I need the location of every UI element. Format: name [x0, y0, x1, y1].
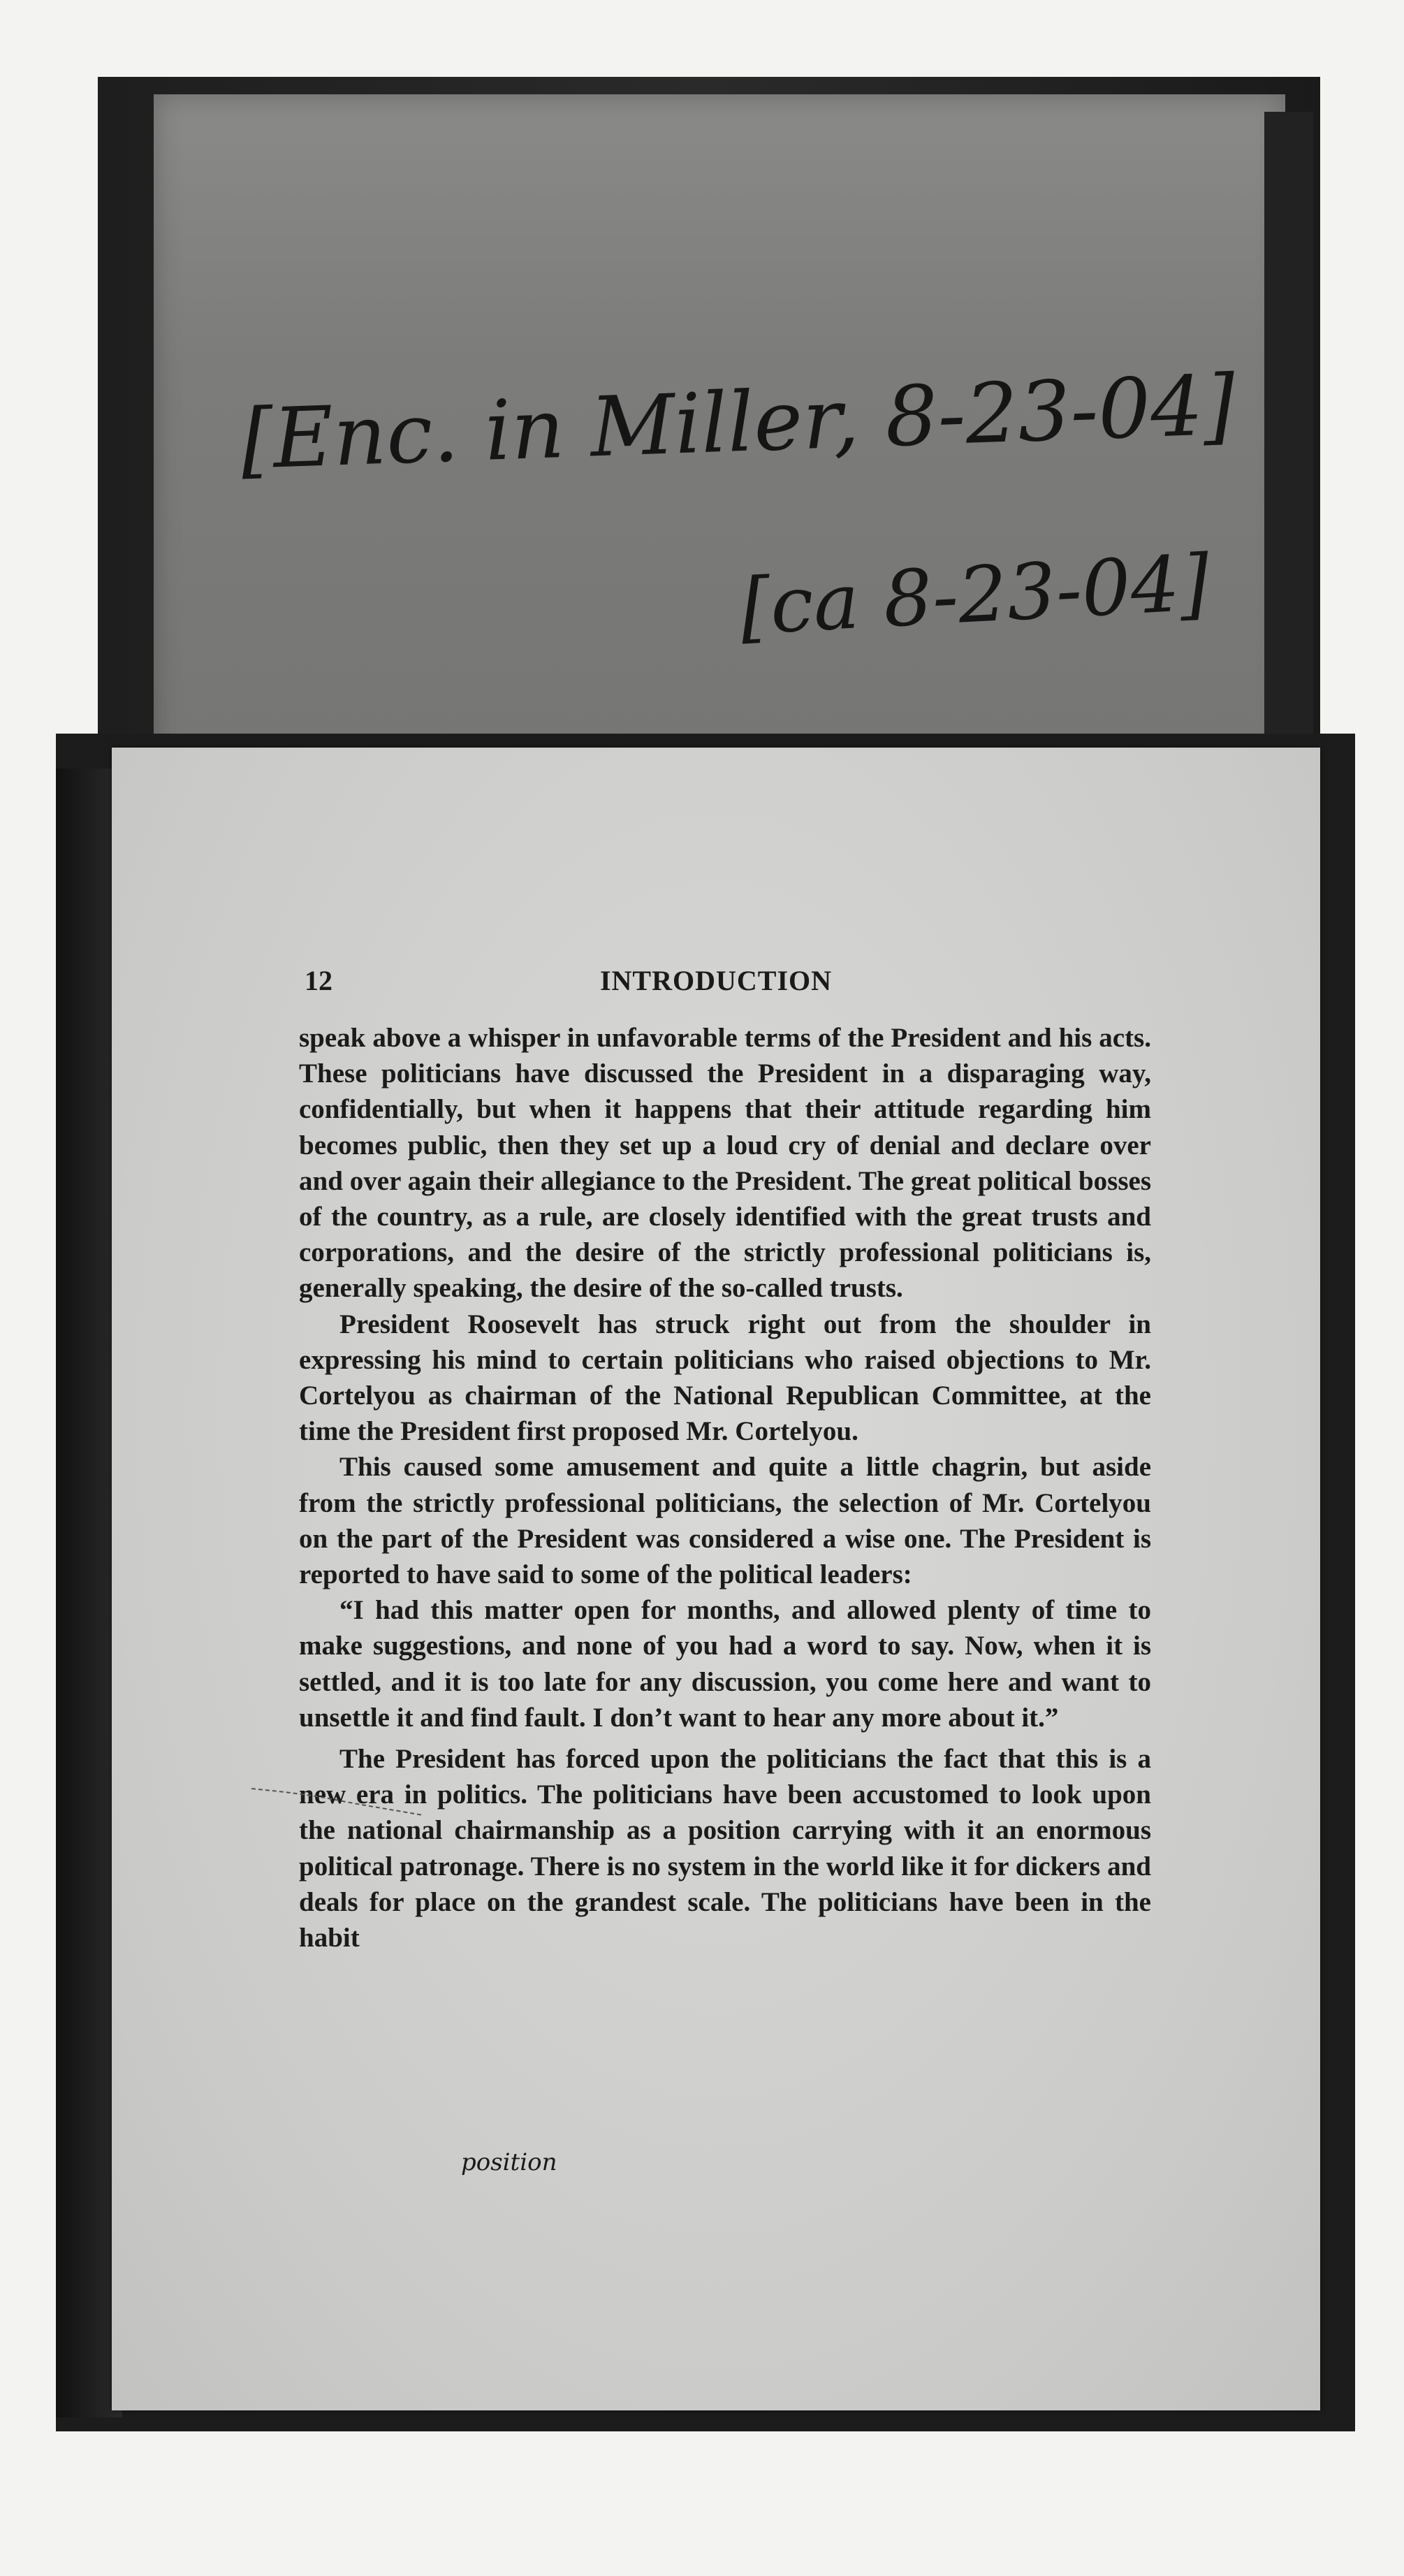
- handwritten-correction: position: [461, 2148, 557, 2176]
- paper-crack-mark: [251, 1782, 426, 1824]
- paragraph-5: The President has forced upon the politicians the fact that this is a new era in politics. The politicians have been accustomed to look upon the national chairmanship as a position carrying with it an enormous political patronage. There is no system in the world like it for dickers and deals for place on the grandest scale. The politicians have been in the habit: [299, 1744, 1151, 1953]
- paragraph-2: President Roosevelt has struck right out from the shoulder in expressing his mind to certain politicians who raised objections to Mr. Cortelyou as chairman of the National Republican Committee, at the time the President first proposed Mr. Cortelyou.: [299, 1309, 1151, 1447]
- paragraph-1: speak above a whisper in unfavorable terms of the President and his acts. These politicians have discussed the President in a disparaging way, confidentially, but when it happens that their attitude regarding him becomes public, then they set up a loud cry of denial and declare over and over again their allegiance to the President. The great political bosses of the country, as a rule, are closely identified with the great trusts and corporations, and the desire of the strictly professional politicians is, generally speaking, the desire of the so-called trusts.: [299, 1023, 1151, 1304]
- handwritten-date-note: [ca 8-23-04]: [738, 537, 1212, 652]
- printed-page: [112, 748, 1320, 2410]
- page-body: [299, 1020, 1151, 1956]
- paragraph-3: This caused some amusement and quite a little chagrin, but aside from the strictly professional politicians, the selection of Mr. Cortelyou on the part of the President was considered a wise one. The President is reported to have said to some of the political leaders:: [299, 1452, 1151, 1590]
- paragraph-quote: “I had this matter open for months, and allowed plenty of time to make suggestions, and none of you had a word to say. Now, when it is settled, and it is too late for any discussion, you come here and want to unsettle it and find fault. I don’t want to hear any more about it.”: [299, 1595, 1151, 1733]
- page-number: 12: [305, 965, 332, 996]
- handwritten-enclosure-note: [Enc. in Miller, 8-23-04]: [239, 356, 1237, 488]
- page-title: INTRODUCTION: [599, 965, 833, 996]
- envelope-shadow-edge: [1264, 112, 1313, 755]
